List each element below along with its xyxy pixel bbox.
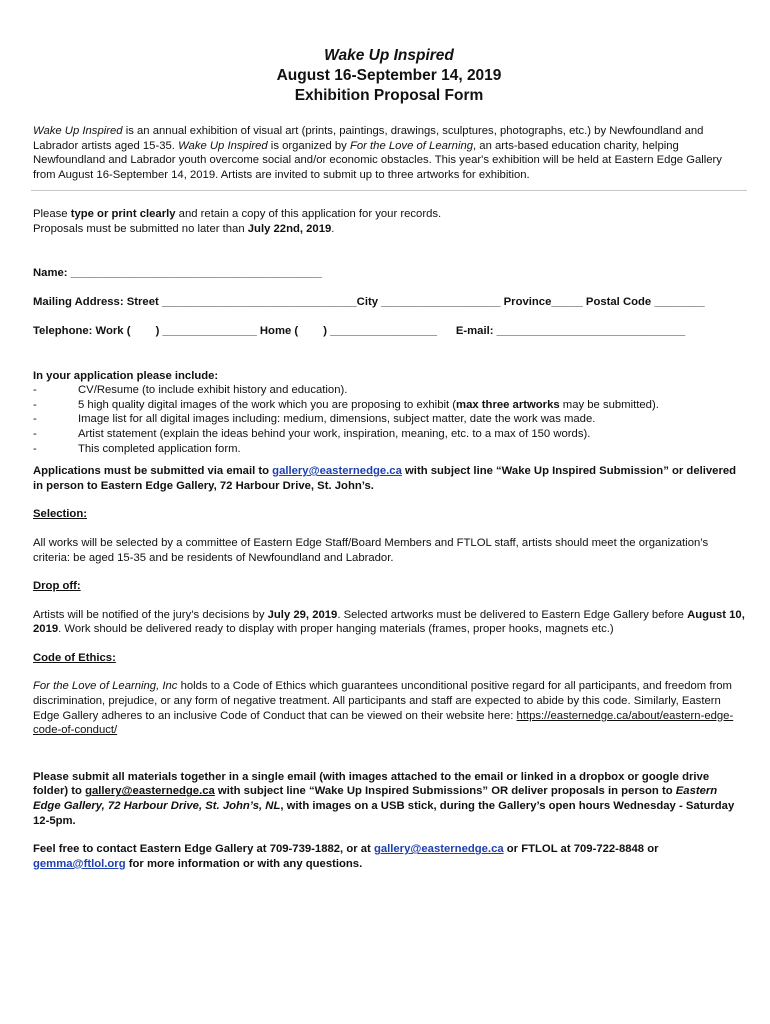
deadline-note [33, 222, 745, 237]
intro-text-3: , an arts-based education charity, helping Newfoundland and Labrador youth overcome social and/or economic obstacles. This year's exhibition will be held at Eastern Edge Gallery from August 16-September 14, 2019. Artists are invited to submit up to three artworks for exhibition. [33, 139, 722, 181]
list-item-text: CV/Resume (to include exhibit history and education). [78, 384, 348, 397]
intro-org-name: For the Love of Learning [349, 139, 474, 152]
instructions [33, 207, 745, 236]
list-dash: - [33, 384, 37, 397]
submit-address: Eastern Edge Gallery, 72 Harbour Drive, St. John’s, NL [33, 785, 718, 813]
list-item [33, 442, 745, 457]
submit-post: , with images on a USB stick, during the Gallery’s open hours Wednesday - Saturday 12-5pm. [33, 800, 735, 827]
submit-pre: Please submit all materials together in a single email (with images attached to the email or linked in a dropbox or google drive folder) to [33, 770, 710, 798]
contact-mid: or FTLOL at 709-722-8848 or [503, 843, 659, 856]
submit-mid: with subject line “Wake Up Inspired Submissions” OR deliver proposals in person to [214, 785, 676, 798]
list-item-text: This completed application form. [78, 442, 241, 455]
name-field[interactable]: Name: ________________________________________ [33, 266, 322, 279]
deadline-post: . [331, 222, 335, 235]
dropoff-pre: Artists will be notified of the jury’s decisions by [33, 608, 268, 621]
applications-pre: Applications must be submitted via email to [33, 465, 273, 478]
dropoff-mid: . Selected artworks must be delivered to Eastern Edge Gallery before [337, 608, 688, 621]
contact-gallery-email-link[interactable]: gallery@easternedge.ca [373, 843, 504, 856]
form-title: Exhibition Proposal Form [294, 87, 484, 104]
list-item [33, 398, 745, 413]
intro-text-2: is organized by [267, 139, 350, 152]
intro-exhibition-name-2: Wake Up Inspired [178, 139, 268, 152]
submit-email-link[interactable]: gallery@easternedge.ca [85, 785, 215, 798]
dropoff-heading: Drop off: [33, 580, 81, 593]
item2-pre: 5 high quality digital images of the work which you are proposing to exhibit ( [78, 398, 457, 411]
list-dash: - [33, 442, 37, 455]
include-list [33, 369, 745, 457]
contact-ftlol-email-link[interactable]: gemma@ftlol.org [33, 857, 126, 870]
dropoff-date1: July 29, 2019 [267, 608, 338, 621]
divider [31, 190, 747, 191]
deadline-pre: Proposals must be submitted no later than [33, 222, 248, 235]
code-of-conduct-link[interactable]: https://easternedge.ca/about/eastern-edge-code-of-conduct/ [33, 709, 734, 737]
list-item [33, 383, 745, 398]
ethics-body [33, 679, 745, 737]
include-heading: In your application please include: [33, 369, 219, 382]
list-item-text: Image list for all digital images including: medium, dimensions, subject matter, date the work was made. [78, 413, 596, 426]
proposal-form-page [33, 46, 745, 871]
list-item [33, 427, 745, 442]
please-post: and retain a copy of this application for your records. [175, 208, 442, 221]
list-item-text [78, 398, 659, 413]
ethics-text: holds to a Code of Ethics which guarantees unconditional positive regard for all participants, and freedom from discrimination, prejudice, or any form of negative treatment. All participants and staff are expected to abide by this code. Similarly, Eastern Edge Gallery adheres to an inclusive Code of Conduct that can be viewed on their website here: [33, 680, 732, 722]
contact-info [33, 842, 745, 871]
applications-post: with subject line “Wake Up Inspired Submission” or delivered in person to Eastern Edge Gallery, 72 Harbour Drive, St. John’s. [33, 465, 737, 492]
dropoff-date2: August 10, 2019 [33, 608, 745, 636]
list-item [33, 412, 745, 427]
submit-instructions [33, 770, 745, 828]
list-dash: - [33, 413, 37, 426]
please-pre: Please [33, 208, 71, 221]
dropoff-body [33, 608, 745, 637]
ethics-org: For the Love of Learning, Inc [33, 680, 178, 693]
contact-post: for more information or with any questions. [125, 857, 363, 870]
exhibition-title: Wake Up Inspired [324, 47, 454, 64]
selection-body: All works will be selected by a committee of Eastern Edge Staff/Board Members and FTLOL staff, artists should meet the organization’s criteria: be aged 15-35 and be residents of Newfoundland and Labrador. [33, 536, 709, 564]
please-bold: type or print clearly [70, 208, 176, 221]
list-dash: - [33, 427, 37, 440]
applicant-fields [33, 266, 745, 339]
dropoff-post: . Work should be delivered ready to display with proper hanging materials (frames, proper hooks, magnets etc.) [58, 623, 614, 636]
intro-text-1: is an annual exhibition of visual art (prints, paintings, drawings, sculptures, photographs, etc.) by Newfoundland and Labrador artists aged 15-35. [33, 125, 704, 152]
intro-exhibition-name: Wake Up Inspired [33, 125, 123, 137]
mailing-address-field[interactable]: Mailing Address: Street _______________________________City ___________________ Province_____ Postal Code ________ [33, 295, 705, 308]
deadline-date: July 22nd, 2019 [247, 222, 332, 235]
exhibition-dates: August 16-September 14, 2019 [276, 67, 502, 84]
list-item-text: Artist statement (explain the ideas behind your work, inspiration, meaning, etc. to a max of 150 words). [78, 427, 591, 440]
print-clearly-note [33, 207, 745, 222]
applications-note [33, 464, 745, 493]
item2-bold: max three artworks [456, 398, 560, 411]
telephone-email-field[interactable]: Telephone: Work ( ) _______________ Home ( ) _________________ E-mail: ______________________________ [33, 324, 686, 337]
gallery-email-link[interactable]: gallery@easternedge.ca [272, 465, 402, 478]
intro-paragraph [33, 124, 745, 182]
ethics-heading: Code of Ethics: [33, 651, 116, 664]
list-dash: - [33, 398, 37, 411]
selection-heading: Selection: [33, 508, 87, 521]
item2-post: may be submitted). [559, 398, 659, 411]
contact-pre: Feel free to contact Eastern Edge Gallery at 709-739-1882, or at [33, 843, 374, 856]
